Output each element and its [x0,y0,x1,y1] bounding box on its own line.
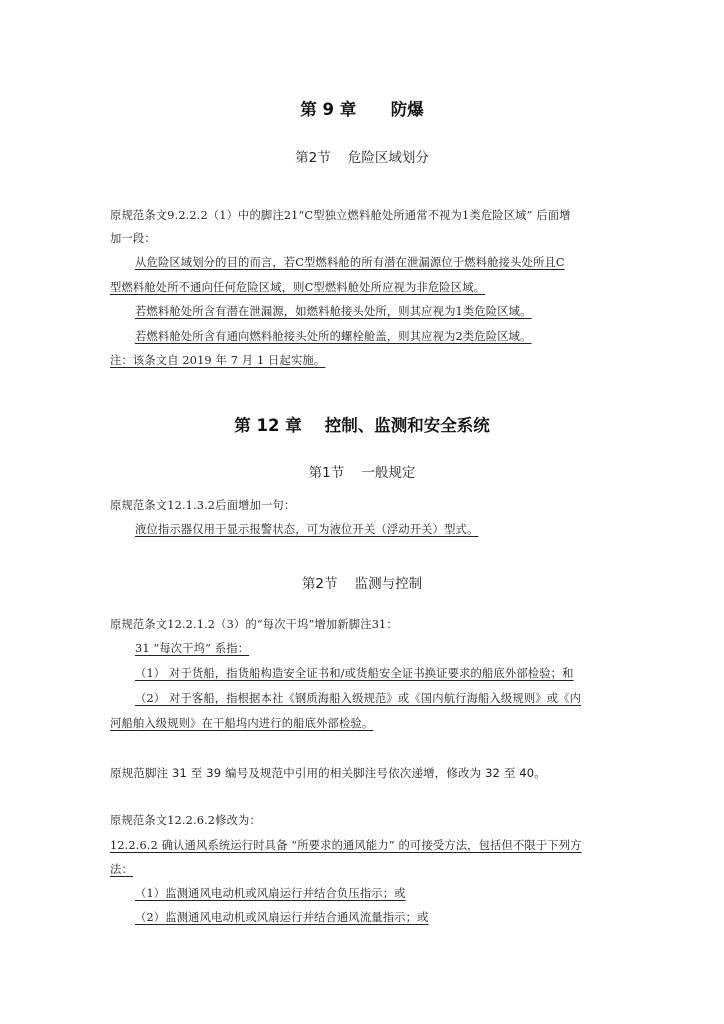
ch9-amend-intro: 原规范条文9.2.2.2（1）中的脚注21“C型独立燃料舱处所通常不视为1类危险区域” 后面增 [110,209,571,222]
ch9-para-3-line [135,329,622,345]
ch12-12-2-6-2-line-2 [110,862,622,878]
ch12-amend-12-2-6-2-intro: 原规范条文12.2.6.2修改为： [110,814,261,827]
ch9-amend-intro-cont: 加一段： [110,232,156,245]
ch9-note-text: 注：该条文自 2019 年 7 月 1 日起实施。 [110,354,326,367]
ch9-para-1-line-2 [110,280,622,296]
ch9-para-3-text: 若燃料舱处所含有通向燃料舱接头处所的螺栓舱盖，则其应视为2类危险区域。 [135,330,532,343]
ch12-method-2-line [135,910,622,926]
ch9-para-1-text-2: 型燃料舱处所不通向任何危险区域，则C型燃料舱处所应视为非危险区域。 [110,281,486,294]
ch12-12-2-6-2-line-1 [110,838,622,854]
ch12-12-2-6-2-text-1: 12.2.6.2 确认通风系统运行时具备 “所要求的通风能力” 的可接受方法，包括但不限于下列方 [110,839,582,852]
chapter-12-title: 第 12 章 控制、监测和安全系统 [234,416,490,435]
ch12-footnote-item-1-line [135,666,622,682]
ch9-para-2-text: 若燃料舱处所含有潜在泄漏源，如燃料舱接头处所，则其应视为1类危险区域。 [135,305,532,318]
ch12-footnote-item-2-text: （2） 对于客船，指根据本社《钢质海船入级规范》或《国内航行海船入级规则》或《内 [135,692,582,705]
ch12-s2-amend-intro: 原规范条文12.2.1.2（3）的“每次干坞”增加新脚注31： [110,618,398,631]
chapter-9-title: 第 9 章 防爆 [300,100,424,119]
ch12-12-2-6-2-text-2: 法： [110,863,133,876]
chapter-9-section-2-title: 第2节 危险区域划分 [295,150,429,166]
ch9-para-2-line [135,304,622,320]
chapter-12-section-2-title: 第2节 监测与控制 [301,576,423,592]
ch12-s1-amend-intro: 原规范条文12.1.3.2后面增加一句： [110,499,296,512]
ch9-note-line [110,353,622,369]
ch12-footnote-31-text: 31 “每次干坞” 系指： [135,642,250,655]
ch12-s1-text: 液位指示器仅用于显示报警状态，可为液位开关（浮动开关）型式。 [135,523,479,536]
ch9-para-1-text-1: 从危险区域划分的目的而言，若C型燃料舱的所有潜在泄漏源位于燃料舱接头处所且C [135,256,565,269]
ch12-method-2-text: （2）监测通风电动机或风扇运行并结合通风流量指示；或 [135,911,429,924]
ch12-footnote-item-2-cont-text: 河船舶入级规则》在干船坞内进行的船底外部检验。 [110,717,374,730]
ch12-method-1-line [135,886,622,902]
ch12-s1-text-line [135,522,622,538]
ch12-footnote-item-2-cont-line [110,716,622,732]
ch12-footnote-renumber: 原规范脚注 31 至 39 编号及规范中引用的相关脚注号依次递增，修改为 32 至 40。 [110,766,546,780]
ch12-footnote-31-line [135,641,622,657]
ch12-footnote-item-2-line [135,691,622,707]
chapter-12-section-1-title: 第1节 一般规定 [308,465,416,481]
ch12-method-1-text: （1）监测通风电动机或风扇运行并结合负压指示；或 [135,887,406,900]
ch9-para-1-line-1 [135,255,622,271]
ch12-footnote-item-1-text: （1） 对于货船，指货船构造安全证书和/或货船安全证书换证要求的船底外部检验；和 [135,667,574,680]
